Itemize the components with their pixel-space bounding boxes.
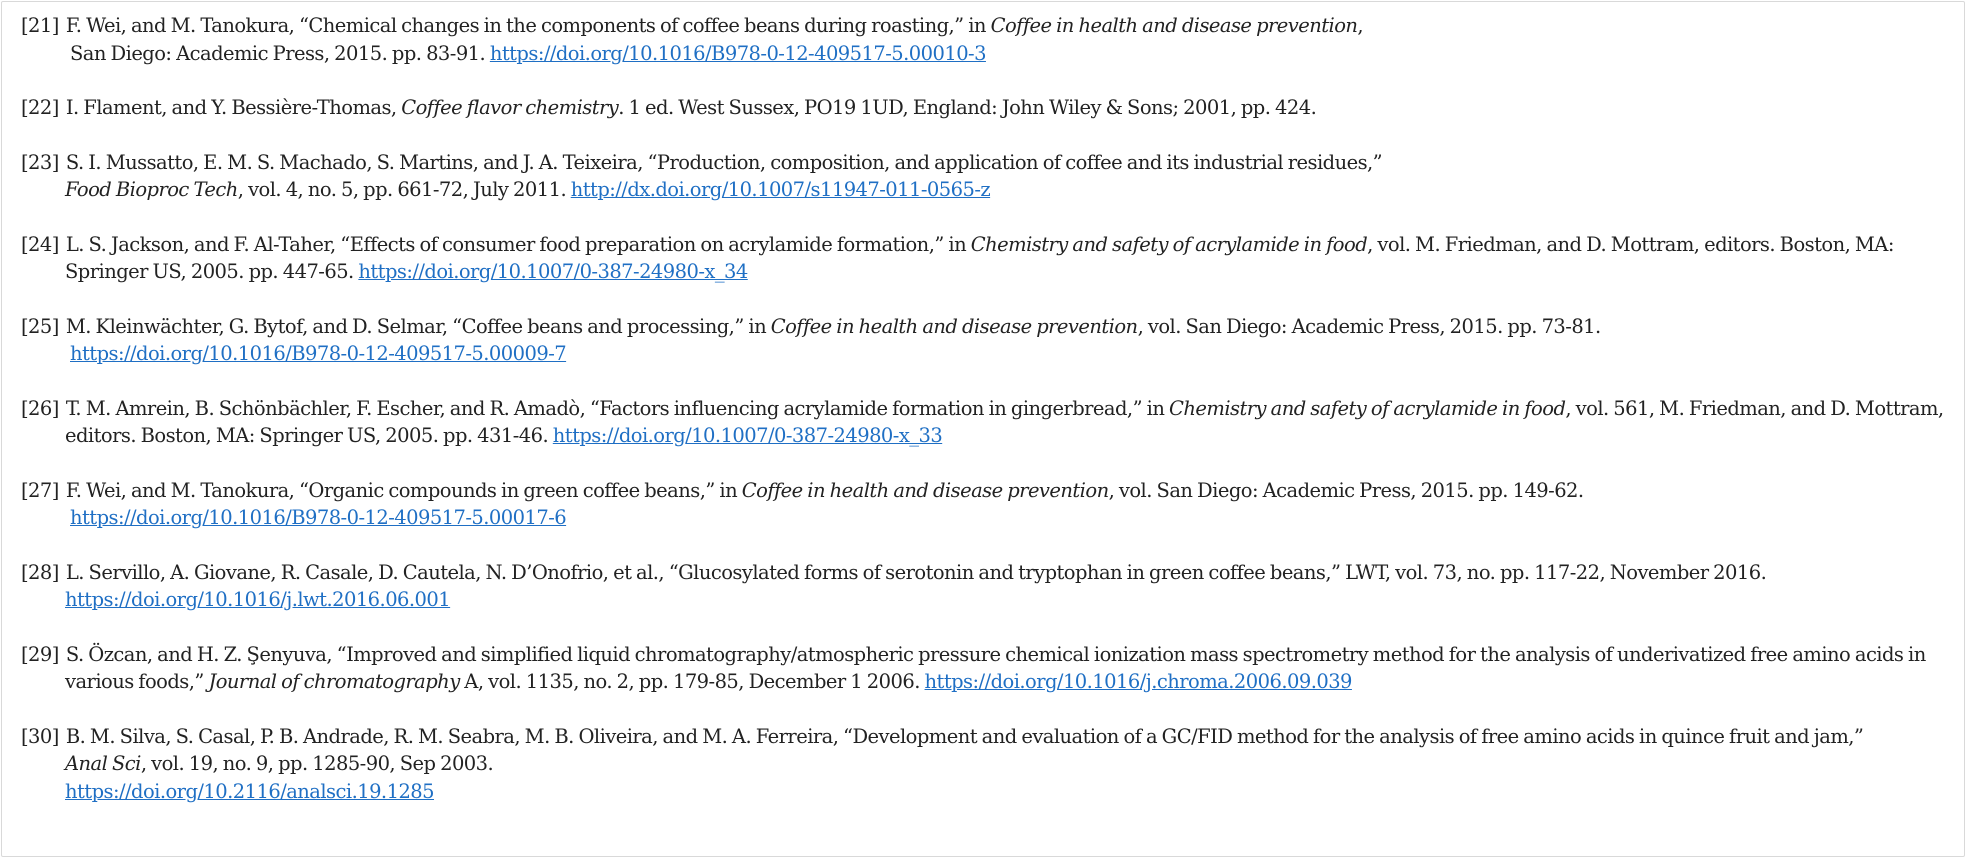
reference-continuation — [21, 750, 1951, 778]
reference-title: “Improved and simplified liquid chromatography/atmospheric pressure chemical ionization mass spectrometry method for the analysis of underivatized free amino acids in — [336, 642, 1926, 666]
reference-details: A, vol. 1135, no. 2, pp. 179-85, December 1 2006. — [459, 670, 925, 693]
reference-source: Coffee in health and disease prevention — [770, 314, 1138, 338]
reference-authors: S. I. Mussatto, E. M. S. Machado, S. Martins, and J. A. Teixeira, — [65, 150, 648, 174]
reference-authors: I. Flament, and Y. Bessière-Thomas, — [65, 96, 402, 119]
reference-source: Anal Sci — [65, 752, 141, 775]
reference-details: , vol. 561, M. Friedman, and D. Mottram, — [1565, 396, 1944, 420]
reference-continuation — [21, 422, 1951, 450]
reference-title: “Organic compounds in green coffee beans,” — [298, 478, 715, 502]
reference-title: “Factors influencing acrylamide formation in gingerbread,” — [589, 396, 1143, 420]
reference-item-26 — [21, 395, 1951, 450]
reference-title: “Effects of consumer food preparation on acrylamide formation,” — [340, 232, 944, 256]
doi-link[interactable]: https://doi.org/10.2116/analsci.19.1285 — [65, 779, 435, 803]
reference-source: Coffee flavor chemistry — [401, 96, 619, 119]
reference-source: Coffee in health and disease prevention — [741, 478, 1109, 502]
reference-authors: F. Wei, and M. Tanokura, — [65, 478, 299, 502]
doi-link[interactable]: http://dx.doi.org/10.1007/s11947-011-0565-z — [570, 178, 991, 201]
reference-details: , — [1357, 14, 1364, 37]
reference-authors: L. S. Jackson, and F. Al-Taher, — [65, 232, 341, 256]
reference-number: [22] — [21, 96, 59, 119]
reference-title-continued: various foods,” — [65, 670, 204, 693]
reference-source: Coffee in health and disease prevention — [990, 14, 1358, 37]
reference-doi-line — [21, 778, 1951, 806]
reference-number: [24] — [21, 232, 59, 256]
reference-authors: F. Wei, and M. Tanokura, — [65, 14, 299, 37]
reference-item-27 — [21, 477, 1951, 532]
reference-item-29 — [21, 641, 1951, 696]
reference-source: Chemistry and safety of acrylamide in food — [970, 232, 1368, 256]
reference-continuation — [21, 504, 1951, 532]
reference-number: [30] — [21, 724, 59, 748]
reference-number: [23] — [21, 150, 59, 174]
reference-continuation — [21, 586, 1951, 614]
reference-number: [26] — [21, 396, 59, 420]
reference-continuation — [21, 340, 1951, 368]
reference-authors: T. M. Amrein, B. Schönbächler, F. Escher, and R. Amadò, — [65, 396, 590, 420]
reference-title: “Chemical changes in the components of coffee beans during roasting,” — [298, 14, 964, 37]
doi-link[interactable]: https://doi.org/10.1016/B978-0-12-409517-5.00010-3 — [489, 41, 986, 65]
reference-number: [28] — [21, 560, 59, 584]
reference-item-23 — [21, 149, 1951, 204]
reference-title: “Development and evaluation of a GC/FID method for the analysis of free amino acids in quince fruit and jam,” — [843, 724, 1864, 748]
reference-item-24 — [21, 231, 1951, 286]
reference-number: [21] — [21, 14, 59, 37]
reference-title: “Coffee beans and processing,” — [452, 314, 744, 338]
reference-authors: B. M. Silva, S. Casal, P. B. Andrade, R. M. Seabra, M. B. Oliveira, and M. A. Ferreira, — [65, 724, 844, 748]
reference-publisher: Springer US, 2005. pp. 447-65. — [65, 260, 359, 283]
reference-connector: in — [714, 478, 742, 502]
reference-connector: in — [743, 314, 771, 338]
reference-continuation — [21, 258, 1951, 286]
reference-item-30 — [21, 723, 1951, 806]
doi-link[interactable]: https://doi.org/10.1016/B978-0-12-409517-5.00009-7 — [70, 342, 567, 365]
doi-link[interactable]: https://doi.org/10.1007/0-387-24980-x_33 — [552, 424, 943, 447]
doi-link[interactable]: https://doi.org/10.1016/j.lwt.2016.06.001 — [65, 588, 451, 611]
doi-link[interactable]: https://doi.org/10.1016/j.chroma.2006.09.039 — [924, 670, 1352, 693]
reference-list — [21, 12, 1951, 805]
reference-item-25 — [21, 313, 1951, 368]
reference-authors: S. Özcan, and H. Z. Şenyuva, — [65, 642, 337, 666]
reference-continuation — [21, 668, 1951, 696]
reference-publisher: editors. Boston, MA: Springer US, 2005. pp. 431-46. — [65, 424, 553, 447]
reference-details: , vol. M. Friedman, and D. Mottram, editors. Boston, MA: — [1367, 232, 1894, 256]
reference-authors: M. Kleinwächter, G. Bytof, and D. Selmar, — [65, 314, 453, 338]
reference-number: [25] — [21, 314, 59, 338]
reference-item-22 — [21, 94, 1951, 122]
reference-details: , vol. San Diego: Academic Press, 2015. pp. 73-81. — [1137, 314, 1601, 338]
doi-link[interactable]: https://doi.org/10.1016/B978-0-12-409517-5.00017-6 — [70, 506, 567, 529]
doi-link[interactable]: https://doi.org/10.1007/0-387-24980-x_34 — [358, 260, 748, 283]
reference-number: [29] — [21, 642, 59, 666]
reference-source: Chemistry and safety of acrylamide in food — [1169, 396, 1566, 420]
reference-publisher: San Diego: Academic Press, 2015. pp. 83-91. — [70, 41, 490, 65]
reference-number: [27] — [21, 478, 59, 502]
reference-details: , vol. 4, no. 5, pp. 661-72, July 2011. — [237, 178, 571, 201]
reference-source: Journal of chromatography — [208, 670, 460, 693]
reference-details: , vol. San Diego: Academic Press, 2015. pp. 149-62. — [1108, 478, 1584, 502]
reference-item-21 — [21, 12, 1951, 67]
document-panel — [1, 1, 1965, 857]
reference-details: LWT, vol. 73, no. pp. 117-22, November 2016. — [1340, 560, 1767, 584]
reference-authors: L. Servillo, A. Giovane, R. Casale, D. Cautela, N. D’Onofrio, et al., — [65, 560, 669, 584]
reference-details: , vol. 19, no. 9, pp. 1285-90, Sep 2003. — [140, 752, 494, 775]
reference-continuation — [21, 176, 1951, 204]
reference-connector: in — [1142, 396, 1170, 420]
reference-title: “Glucosylated forms of serotonin and tryptophan in green coffee beans,” — [668, 560, 1341, 584]
reference-source: Food Bioproc Tech — [65, 178, 238, 201]
reference-connector: in — [943, 232, 971, 256]
reference-title: “Production, composition, and application of coffee and its industrial residues,” — [647, 150, 1383, 174]
reference-connector: in — [963, 14, 991, 37]
reference-item-28 — [21, 559, 1951, 614]
reference-details: . 1 ed. West Sussex, PO19 1UD, England: John Wiley & Sons; 2001, pp. 424. — [618, 96, 1317, 119]
reference-continuation — [21, 40, 1951, 68]
